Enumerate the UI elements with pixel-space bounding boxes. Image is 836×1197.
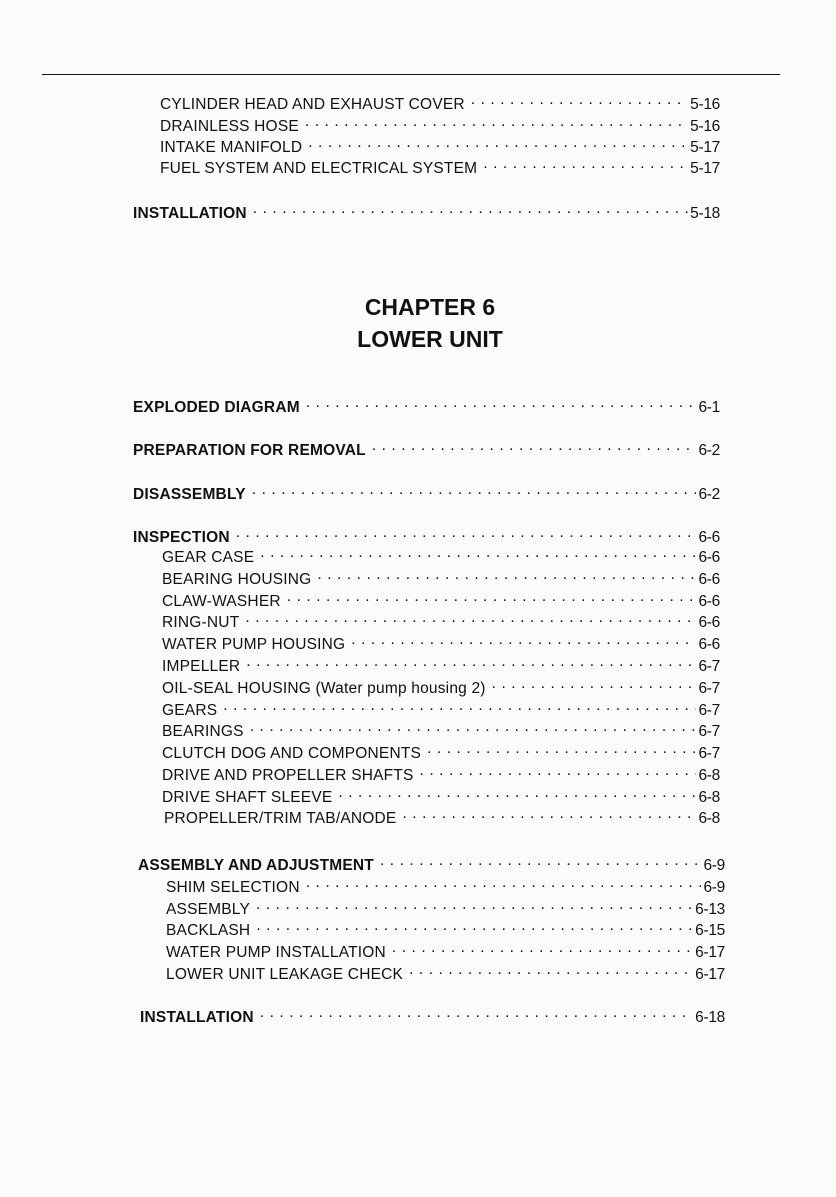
- top-rule: [42, 74, 780, 75]
- toc-section-disassembly[interactable]: [133, 481, 720, 504]
- toc-subentry-title: GEARS: [162, 702, 218, 719]
- toc-section-page: 6-1: [698, 399, 720, 416]
- toc-subentry[interactable]: [162, 566, 720, 589]
- toc-subentry-page: 6-7: [698, 658, 720, 675]
- dot-leader: [338, 784, 696, 802]
- dot-leader: [372, 437, 697, 455]
- dot-leader: [402, 805, 696, 823]
- dot-leader: [260, 1004, 693, 1022]
- toc-section-page: 6-6: [698, 529, 720, 546]
- toc-entry-title: DRAINLESS HOSE: [160, 118, 299, 135]
- dot-leader: [420, 762, 697, 780]
- toc-subentry-title: BACKLASH: [166, 922, 251, 939]
- dot-leader: [245, 609, 696, 627]
- toc-entry-page: 5-17: [690, 139, 720, 156]
- chapter-number: CHAPTER 6: [364, 294, 496, 320]
- toc-section-exploded-diagram[interactable]: [133, 394, 720, 417]
- toc-subentry-page: 6-6: [698, 636, 720, 653]
- toc-section-title: INSPECTION: [133, 529, 230, 546]
- toc-entry-title: INTAKE MANIFOLD: [160, 139, 303, 156]
- toc-section-title: ASSEMBLY AND ADJUSTMENT: [138, 857, 374, 874]
- toc-subentry-title: CLAW-WASHER: [162, 593, 281, 610]
- dot-leader: [308, 134, 688, 152]
- toc-subentry[interactable]: [162, 762, 720, 785]
- dot-leader: [256, 896, 693, 914]
- toc-subentry[interactable]: [162, 784, 720, 807]
- dot-leader: [246, 653, 696, 671]
- dot-leader: [305, 113, 688, 131]
- toc-subentry-page: 6-7: [698, 702, 720, 719]
- toc-section-page: 6-2: [698, 486, 720, 503]
- toc-subentry[interactable]: [162, 609, 720, 632]
- dot-leader: [253, 200, 688, 218]
- toc-subentry[interactable]: [162, 631, 720, 654]
- toc-section-installation-6[interactable]: [140, 1004, 725, 1027]
- toc-subentry-title: LOWER UNIT LEAKAGE CHECK: [166, 966, 404, 983]
- dot-leader: [287, 588, 697, 606]
- toc-subentry-page: 6-8: [698, 810, 720, 827]
- dot-leader: [260, 544, 696, 562]
- dot-leader: [351, 631, 696, 649]
- dot-leader: [250, 718, 697, 736]
- toc-subentry-page: 6-6: [698, 593, 720, 610]
- toc-subentry[interactable]: [162, 675, 720, 698]
- toc-subentry-page: 6-8: [698, 767, 720, 784]
- toc-section-page: 6-9: [703, 857, 725, 874]
- toc-entry-page: 5-16: [690, 118, 720, 135]
- toc-subentry-title: RING-NUT: [162, 614, 240, 631]
- toc-section-page: 6-18: [695, 1009, 725, 1026]
- toc-subentry[interactable]: [166, 874, 725, 897]
- toc-subentry-page: 6-8: [698, 789, 720, 806]
- toc-subentry-title: OIL-SEAL HOUSING (Water pump housing 2): [162, 680, 486, 697]
- toc-section-title: INSTALLATION: [140, 1009, 254, 1026]
- toc-subentry[interactable]: [166, 961, 725, 984]
- toc-subentry-title: IMPELLER: [162, 658, 241, 675]
- toc-entry[interactable]: [160, 134, 720, 157]
- toc-subentry-title: DRIVE AND PROPELLER SHAFTS: [162, 767, 414, 784]
- dot-leader: [392, 939, 693, 957]
- toc-subentry-page: 6-13: [695, 901, 725, 918]
- toc-subentry-title: PROPELLER/TRIM TAB/ANODE: [164, 810, 397, 827]
- toc-subentry-page: 6-7: [698, 723, 720, 740]
- toc-entry[interactable]: [160, 113, 720, 136]
- toc-subentry[interactable]: [166, 896, 725, 919]
- toc-entry-page: 5-16: [690, 96, 720, 113]
- toc-subentry-page: 6-6: [698, 614, 720, 631]
- toc-subentry-title: GEAR CASE: [162, 549, 255, 566]
- toc-subentry[interactable]: [162, 740, 720, 763]
- dot-leader: [252, 481, 697, 499]
- toc-subentry[interactable]: [162, 697, 720, 720]
- toc-subentry-title: SHIM SELECTION: [166, 879, 300, 896]
- toc-section-title: INSTALLATION: [133, 205, 247, 222]
- dot-leader: [409, 961, 693, 979]
- toc-subentry-page: 6-6: [698, 549, 720, 566]
- dot-leader: [380, 852, 702, 870]
- toc-subentry-title: CLUTCH DOG AND COMPONENTS: [162, 745, 422, 762]
- toc-subentry-title: ASSEMBLY: [166, 901, 251, 918]
- toc-subentry[interactable]: [162, 588, 720, 611]
- toc-subentry-title: BEARING HOUSING: [162, 571, 312, 588]
- toc-section-preparation[interactable]: [133, 437, 720, 460]
- toc-entry[interactable]: [160, 155, 720, 178]
- toc-section-assembly[interactable]: [138, 852, 725, 875]
- toc-subentry-title: DRIVE SHAFT SLEEVE: [162, 789, 333, 806]
- dot-leader: [236, 524, 697, 542]
- toc-subentry-page: 6-6: [698, 571, 720, 588]
- toc-entry-title: CYLINDER HEAD AND EXHAUST COVER: [160, 96, 465, 113]
- dot-leader: [492, 675, 697, 693]
- toc-entry-title: FUEL SYSTEM AND ELECTRICAL SYSTEM: [160, 160, 478, 177]
- dot-leader: [483, 155, 688, 173]
- toc-subentry[interactable]: [166, 939, 725, 962]
- toc-section-title: PREPARATION FOR REMOVAL: [133, 442, 366, 459]
- toc-section-title: DISASSEMBLY: [133, 486, 246, 503]
- dot-leader: [427, 740, 696, 758]
- toc-subentry-page: 6-17: [695, 944, 725, 961]
- toc-subentry-page: 6-7: [698, 680, 720, 697]
- toc-subentry[interactable]: [162, 718, 720, 741]
- chapter-name: LOWER UNIT: [357, 326, 503, 352]
- toc-section-installation-5[interactable]: [133, 200, 720, 223]
- toc-entry[interactable]: [160, 91, 720, 114]
- toc-entry-page: 5-17: [690, 160, 720, 177]
- dot-leader: [317, 566, 696, 584]
- toc-subentry-page: 6-17: [695, 966, 725, 983]
- dot-leader: [223, 697, 696, 715]
- toc-subentry[interactable]: [164, 805, 720, 828]
- dot-leader: [306, 874, 702, 892]
- toc-subentry-page: 6-9: [703, 879, 725, 896]
- toc-subentry-title: WATER PUMP INSTALLATION: [166, 944, 386, 961]
- toc-subentry[interactable]: [162, 544, 720, 567]
- dot-leader: [306, 394, 697, 412]
- toc-section-title: EXPLODED DIAGRAM: [133, 399, 300, 416]
- toc-subentry[interactable]: [166, 917, 725, 940]
- toc-section-page: 5-18: [690, 205, 720, 222]
- toc-subentry[interactable]: [162, 653, 720, 676]
- dot-leader: [471, 91, 688, 109]
- toc-section-page: 6-2: [698, 442, 720, 459]
- toc-subentry-page: 6-7: [698, 745, 720, 762]
- toc-subentry-title: WATER PUMP HOUSING: [162, 636, 346, 653]
- toc-subentry-title: BEARINGS: [162, 723, 244, 740]
- dot-leader: [256, 917, 693, 935]
- toc-subentry-page: 6-15: [695, 922, 725, 939]
